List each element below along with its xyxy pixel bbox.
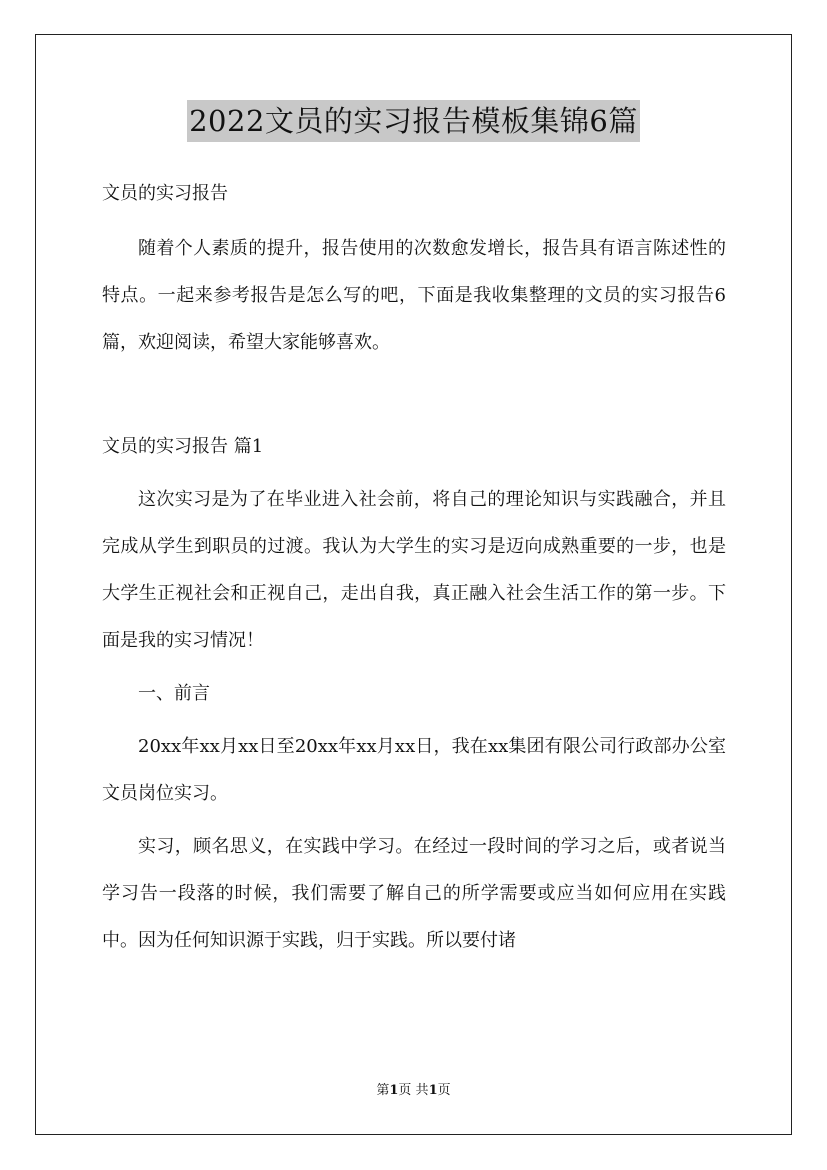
body-paragraph-4: 实习，顾名思义，在实践中学习。在经过一段时间的学习之后，或者说当学习告一段落的时候，我们需要了解自己的所学需要或应当如何应用在实践中。因为任何知识源于实践，归于实践。所以要付诸 (102, 836, 726, 951)
document-body (102, 170, 726, 964)
intro-paragraph: 随着个人素质的提升，报告使用的次数愈发增长，报告具有语言陈述性的特点。一起来参考报告是怎么写的吧，下面是我收集整理的文员的实习报告6篇，欢迎阅读，希望大家能够喜欢。 (102, 238, 726, 353)
body-paragraph-3: 20xx年xx月xx日至20xx年xx月xx日，我在xx集团有限公司行政部办公室文员岗位实习。 (102, 736, 726, 804)
body-paragraph-1: 这次实习是为了在毕业进入社会前，将自己的理论知识与实践融合，并且完成从学生到职员的过渡。我认为大学生的实习是迈向成熟重要的一步，也是大学生正视社会和正视自己，走出自我，真正融入社会生活工作的第一步。下面是我的实习情况！ (102, 489, 726, 651)
footer-page-total: 1 (428, 1083, 438, 1098)
footer-page-prefix: 第 (376, 1083, 390, 1098)
section-heading: 文员的实习报告 (102, 183, 228, 204)
footer-page-current: 1 (389, 1083, 399, 1098)
article-heading: 文员的实习报告 篇1 (102, 436, 264, 457)
title-container (0, 100, 827, 142)
footer-page-suffix: 页 (437, 1083, 451, 1098)
document-title: 2022文员的实习报告模板集锦6篇 (187, 100, 640, 142)
footer-page-mid: 页 共 (398, 1083, 429, 1098)
body-paragraph-2: 一、前言 (138, 683, 210, 704)
page-footer (0, 1082, 827, 1100)
spacer (102, 366, 726, 413)
